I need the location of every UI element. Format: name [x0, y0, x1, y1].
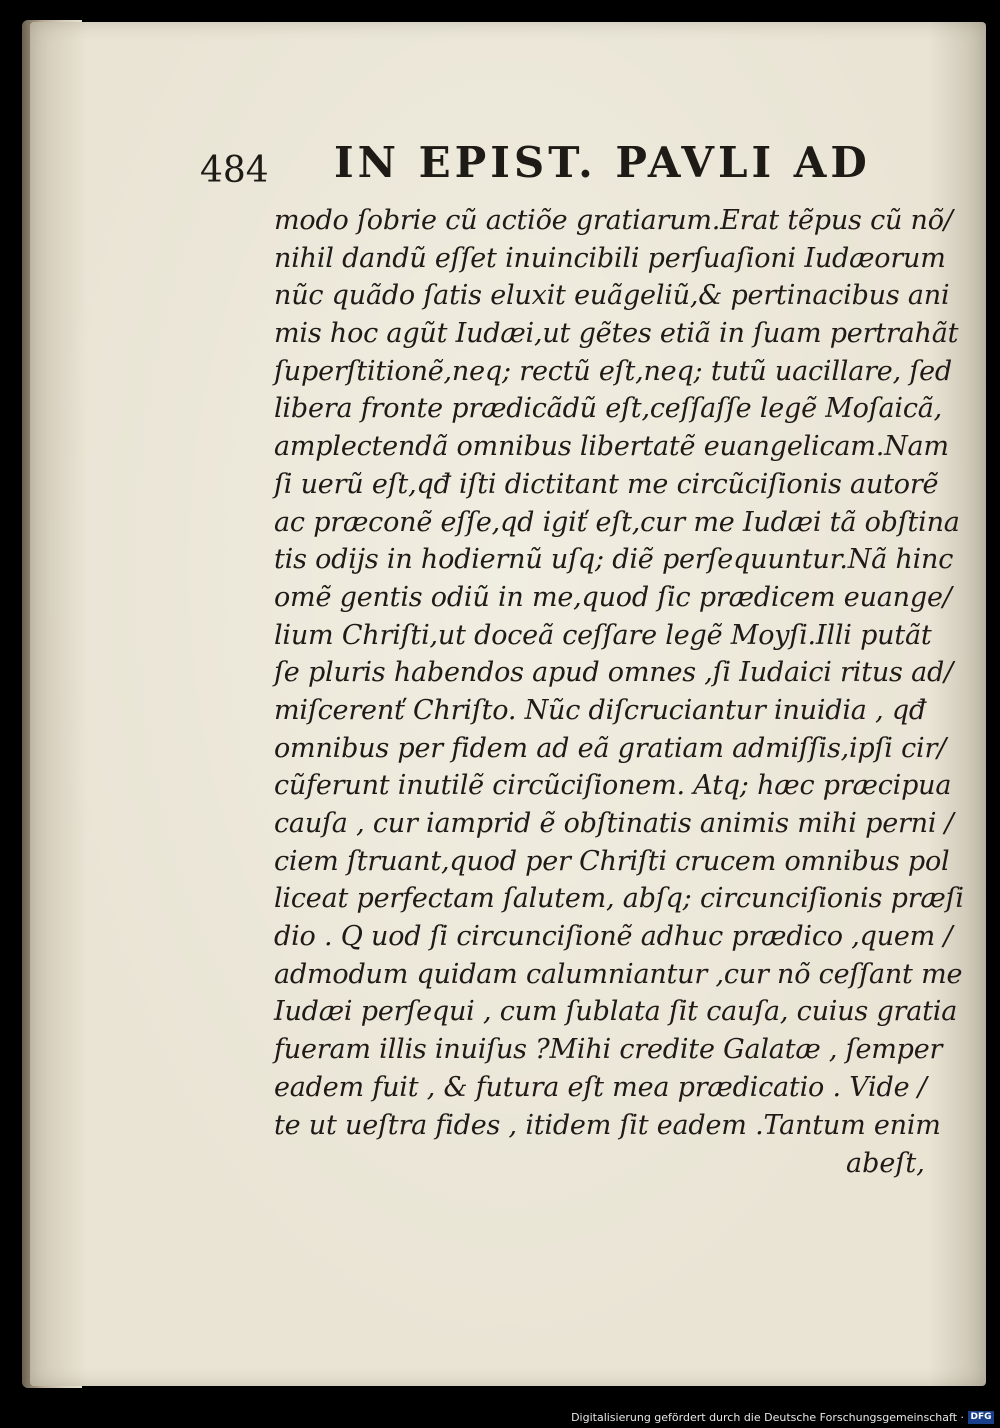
text-line: ac præconẽ eſſe,qd igiť eſt,cur me Iudæi tã obſtina	[274, 506, 960, 538]
text-line: admodum quidam calumniantur ,cur nõ ceſſant me	[274, 958, 963, 990]
text-line: ſe pluris habendos apud omnes ,ſi Iudaici ritus ad/	[274, 657, 953, 689]
page-number: 484	[200, 150, 269, 191]
funding-credit: Digitalisierung gefördert durch die Deutsche Forschungsgemeinschaft ·	[571, 1411, 964, 1424]
text-line: dio . Q uod ſi circunciſionẽ adhuc prædico ,quem /	[274, 921, 953, 953]
text-line: nũc quãdo ſatis eluxit euãgeliũ,& pertinacibus ani	[274, 280, 950, 312]
text-line: te ut ueſtra fides , itidem ſit eadem .Tantum enim	[274, 1109, 941, 1141]
text-line: nihil dandũ eſſet inuincibili perſuaſioni Iudæorum	[274, 242, 946, 274]
page-header	[200, 128, 900, 198]
text-line: libera fronte prædicãdũ eſt,ceſſaſſe legẽ Moſaicã,	[274, 393, 943, 425]
text-line: miſcerenť Chriſto. Nũc diſcruciantur inuidia , qđ	[274, 694, 927, 726]
text-line: omẽ gentis odiũ in me,quod ſic prædicem euange/	[274, 581, 952, 613]
text-line: lium Chriſti,ut doceã ceſſare legẽ Moyſi.Illi putãt	[274, 619, 932, 651]
text-line: cauſa , cur iamprid ẽ obſtinatis animis mihi perni /	[274, 808, 954, 839]
dfg-logo-icon: DFG	[968, 1411, 994, 1424]
text-line: ſi uerũ eſt,qđ iſti dictitant me circũciſionis autorẽ	[274, 468, 939, 500]
text-line: cũferunt inutilẽ circũciſionem. Atq; hæc præcipua	[274, 770, 952, 802]
body-text	[274, 202, 964, 1144]
text-line: mis hoc agũt Iudæi,ut gẽtes etiã in ſuam pertrahãt	[274, 318, 959, 350]
text-line: amplectendã omnibus libertatẽ euangelicam.Nam	[274, 431, 949, 463]
text-line: liceat perfectam ſalutem, abſq; circunciſionis præſi	[274, 883, 964, 915]
catchword: abeſt,	[846, 1148, 925, 1179]
running-title: IN EPIST. PAVLI AD	[334, 138, 871, 187]
text-line: ciem ſtruant,quod per Chriſti crucem omnibus pol	[274, 845, 950, 877]
text-line: Iudæi perſequi , cum ſublata ſit cauſa, cuius gratia	[274, 996, 958, 1028]
text-line: tis odijs in hodiernũ uſq; diẽ perſequuntur.Nã hinc	[274, 544, 954, 576]
text-line: eadem fuit , & futura eſt mea prædicatio . Vide /	[274, 1071, 927, 1103]
text-line: modo ſobrie cũ actiõe gratiarum.Erat tẽpus cũ nõ/	[274, 205, 953, 236]
text-line: omnibus per fidem ad eã gratiam admiſſis,ipſi cir/	[274, 732, 947, 764]
text-line: fueram illis inuiſus ?Mihi credite Galatæ , ſemper	[274, 1034, 943, 1066]
text-line: ſuperſtitionẽ,neq; rectũ eſt,neq; tutũ uacillare, ſed	[274, 355, 952, 387]
